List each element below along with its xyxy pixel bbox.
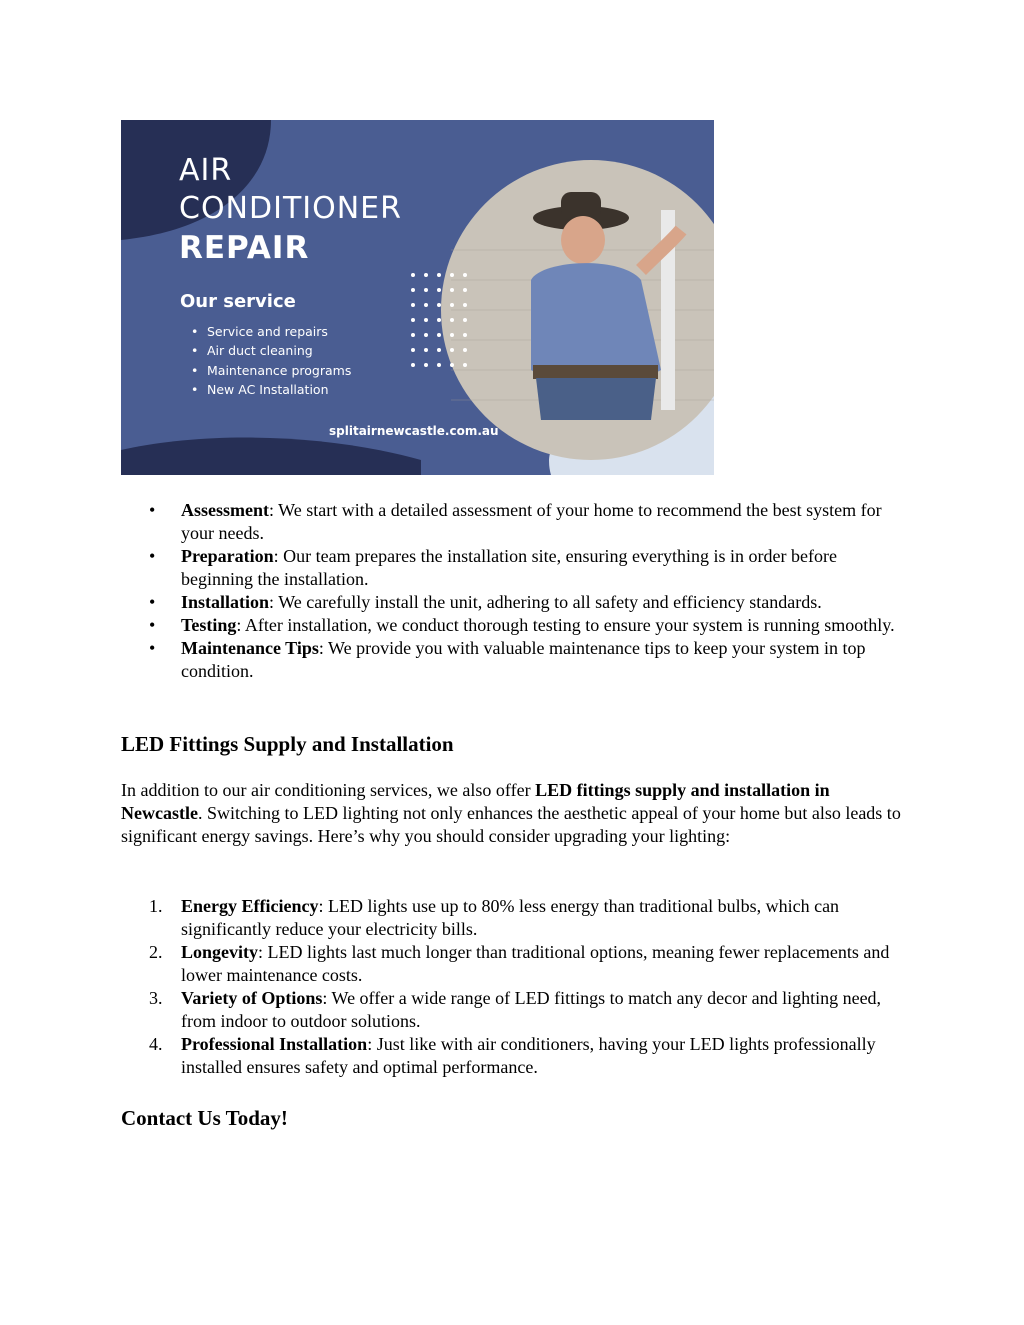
banner-service-list	[191, 322, 351, 399]
intro-bold-text: LED fittings supply and installation in Newcastle	[121, 780, 830, 823]
contact-heading: Contact Us Today!	[121, 1106, 288, 1130]
list-item	[149, 591, 911, 614]
intro-text: . Switching to LED lighting not only enhances the aesthetic appeal of your home but also leads to significant energy savings. Here’s why you should consider upgrading your lighting:	[121, 803, 901, 846]
list-item	[149, 545, 911, 591]
step-text: : After installation, we conduct thorough testing to ensure your system is running smoothly.	[236, 615, 895, 635]
bullet-icon: •	[149, 615, 156, 635]
banner-title-line1: AIR	[179, 153, 233, 188]
step-text: : We provide you with valuable maintenance tips to keep your system in top condition.	[181, 638, 866, 681]
banner-service-item: • Service and repairs	[191, 322, 351, 341]
banner-website-url: splitairnewcastle.com.au	[329, 424, 499, 438]
benefit-text: : We offer a wide range of LED fittings to match any decor and lighting need, from indoor to outdoor solutions.	[181, 988, 882, 1031]
step-text: : We carefully install the unit, adhering to all safety and efficiency standards.	[269, 592, 822, 612]
list-item	[149, 895, 901, 941]
list-item	[149, 941, 901, 987]
list-number: 1.	[149, 896, 163, 916]
banner-service-item: • Maintenance programs	[191, 361, 351, 380]
bullet-icon: •	[149, 500, 156, 520]
banner-title-line3: REPAIR	[179, 230, 310, 266]
banner-service-item: • New AC Installation	[191, 380, 351, 399]
benefit-text: : LED lights last much longer than traditional options, meaning fewer replacements and lower maintenance costs.	[181, 942, 890, 985]
step-term: Assessment	[181, 500, 269, 520]
led-intro-paragraph	[121, 779, 901, 848]
list-number: 3.	[149, 988, 163, 1008]
bullet-icon: •	[149, 592, 156, 612]
benefit-term: Energy Efficiency	[181, 896, 319, 916]
led-section-heading: LED Fittings Supply and Installation	[121, 732, 454, 756]
step-term: Testing	[181, 615, 237, 635]
process-steps-list	[149, 499, 911, 683]
step-term: Preparation	[181, 546, 274, 566]
step-term: Installation	[181, 592, 270, 612]
list-item	[149, 1033, 901, 1079]
benefit-text: : LED lights use up to 80% less energy than traditional bulbs, which can significantly reduce your electricity bills.	[181, 896, 840, 939]
list-item	[149, 499, 911, 545]
step-term: Maintenance Tips	[181, 638, 319, 658]
banner-service-heading: Our service	[180, 291, 296, 312]
banner-service-item: • Air duct cleaning	[191, 341, 351, 360]
step-text: : We start with a detailed assessment of your home to recommend the best system for your needs.	[181, 500, 882, 543]
list-item	[149, 614, 911, 637]
benefit-term: Professional Installation	[181, 1034, 368, 1054]
benefit-term: Longevity	[181, 942, 259, 962]
list-number: 2.	[149, 942, 163, 962]
list-item	[149, 637, 911, 683]
bullet-icon: •	[149, 546, 156, 566]
bullet-icon: •	[149, 638, 156, 658]
step-text: : Our team prepares the installation site, ensuring everything is in order before beginning the installation.	[181, 546, 837, 589]
list-item	[149, 987, 901, 1033]
benefit-term: Variety of Options	[181, 988, 323, 1008]
led-benefits-list	[149, 895, 901, 1079]
benefit-text: : Just like with air conditioners, having your LED lights professionally installed ensures safety and optimal performance.	[181, 1034, 876, 1077]
banner-title-line2: CONDITIONER	[179, 191, 402, 226]
list-number: 4.	[149, 1034, 163, 1054]
intro-text: In addition to our air conditioning services, we also offer	[121, 780, 536, 800]
ac-repair-banner	[121, 120, 714, 475]
